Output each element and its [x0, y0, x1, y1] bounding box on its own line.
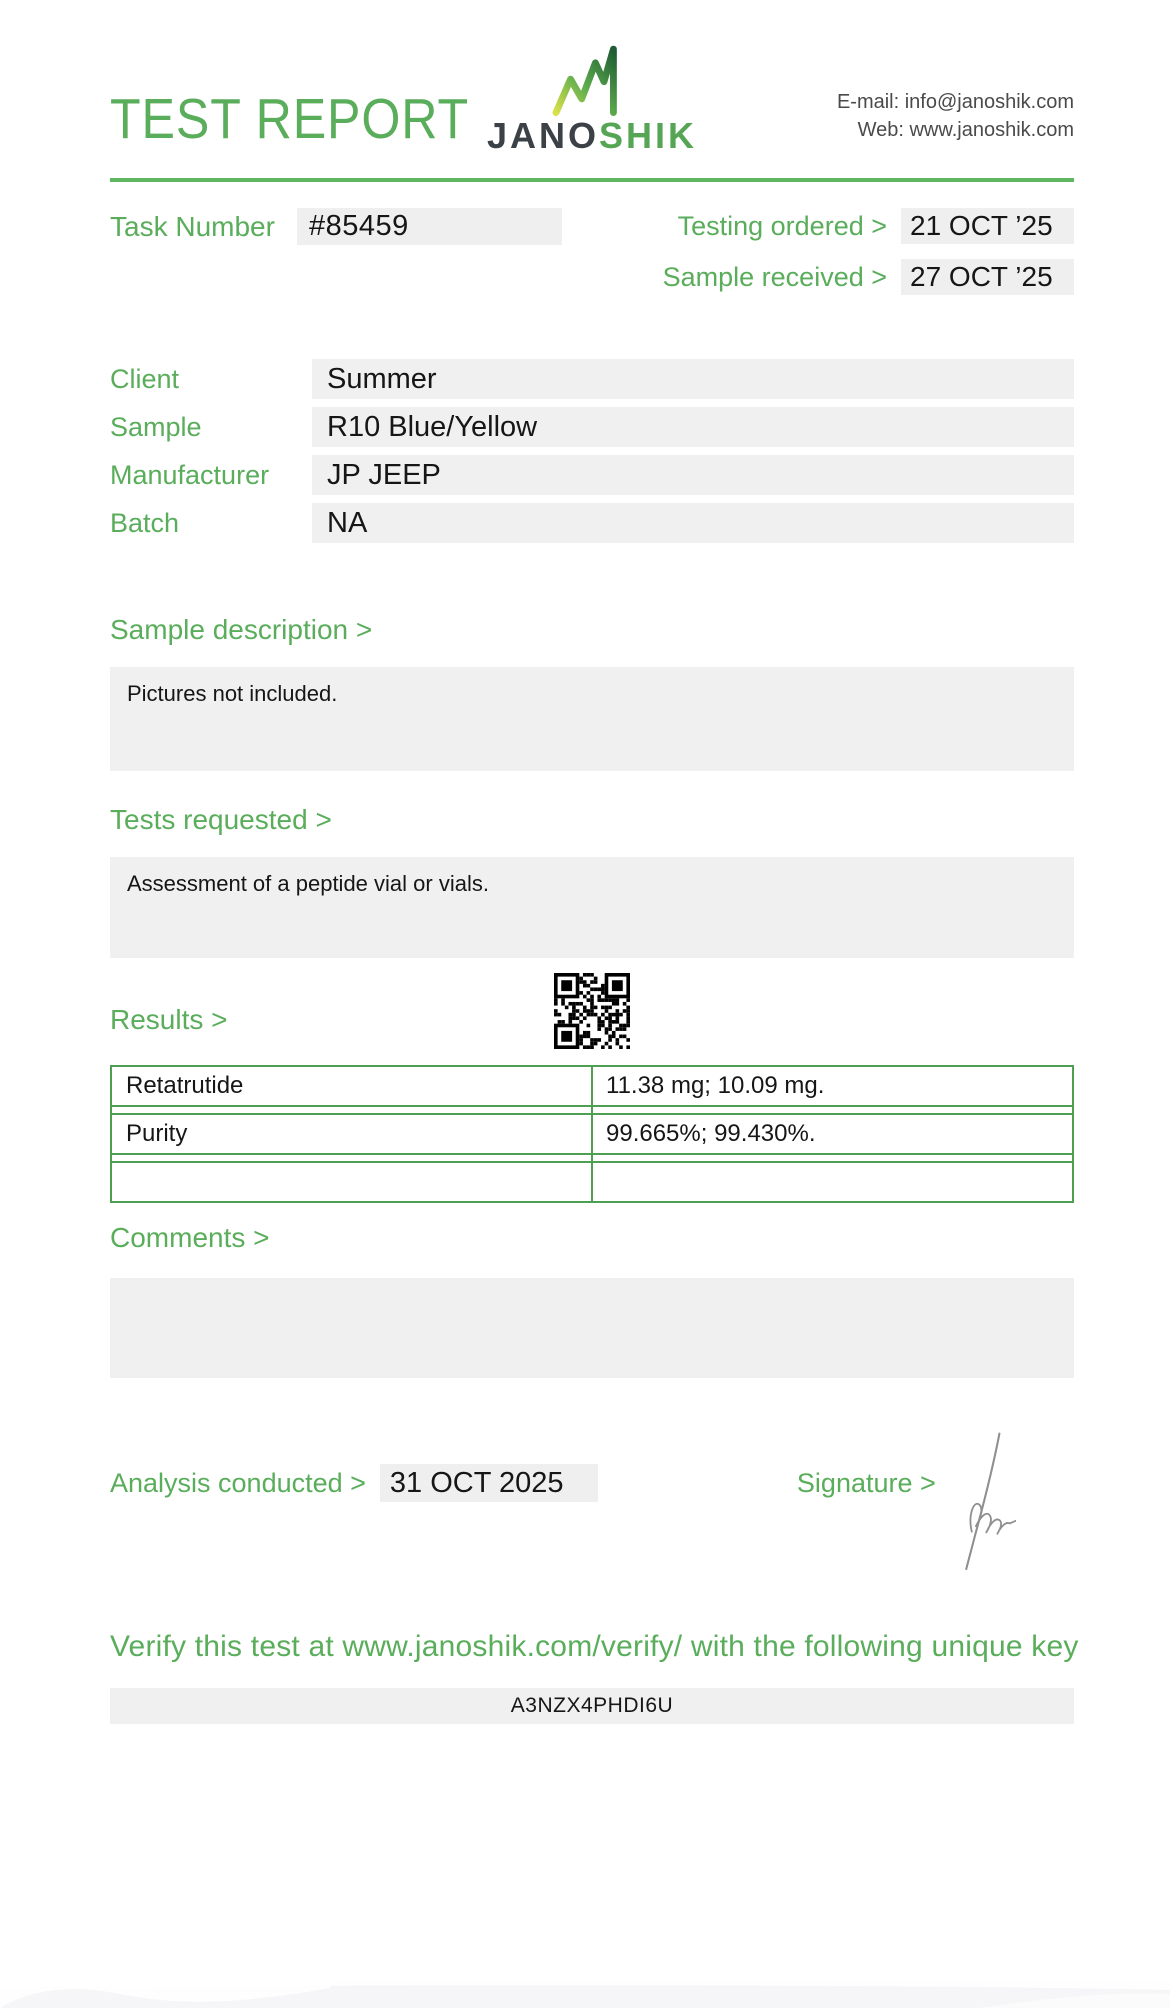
report-header	[110, 0, 1074, 156]
sample-label: Sample	[110, 411, 202, 442]
result-value: 99.665%; 99.430%.	[606, 1120, 816, 1147]
logo-wordmark	[486, 115, 698, 156]
header-divider	[110, 178, 1074, 182]
result-name: Purity	[126, 1120, 188, 1147]
tests-requested-heading: Tests requested >	[110, 804, 332, 835]
sample-description-heading: Sample description >	[110, 614, 373, 645]
testing-ordered-row	[678, 208, 1074, 244]
comments-box	[110, 1278, 1074, 1378]
results-heading: Results >	[110, 1004, 228, 1035]
unique-key: A3NZX4PHDI6U	[110, 1688, 1074, 1724]
task-number-label: Task Number	[110, 210, 275, 242]
janoshik-logo	[487, 44, 697, 154]
page-title: TEST REPORT	[110, 87, 470, 151]
tests-requested-box: Assessment of a peptide vial or vials.	[110, 857, 1074, 958]
analysis-conducted-row	[110, 1464, 1074, 1502]
task-number-value: #85459	[297, 208, 562, 245]
dates-block	[663, 208, 1074, 295]
batch-label: Batch	[110, 507, 180, 538]
analysis-date: 31 OCT 2025	[380, 1464, 598, 1502]
testing-ordered-label: Testing ordered >	[677, 210, 887, 241]
meta-section	[110, 208, 1074, 295]
manufacturer-value: JP JEEP	[312, 455, 1074, 495]
sample-received-date: 27 OCT ’25	[901, 259, 1074, 295]
detail-row-manufacturer	[110, 455, 1074, 495]
results-table-column-divider	[591, 1065, 593, 1203]
testing-ordered-date: 21 OCT ’25	[901, 208, 1074, 244]
growth-chart-icon	[546, 44, 638, 116]
contact-email: E-mail: info@janoshik.com	[836, 91, 1074, 113]
detail-row-batch	[110, 503, 1074, 543]
sample-value: R10 Blue/Yellow	[312, 407, 1074, 447]
sample-details	[110, 359, 1074, 543]
comments-heading: Comments >	[110, 1222, 270, 1253]
sample-received-label: Sample received >	[662, 261, 887, 292]
task-number-row	[110, 208, 562, 245]
result-name	[112, 1163, 592, 1201]
client-label: Client	[110, 363, 180, 394]
report-content	[110, 0, 1079, 1724]
logo-text-shik: SHIK	[599, 115, 698, 156]
results-table	[110, 1065, 1074, 1203]
results-section	[110, 958, 1074, 1203]
manufacturer-label: Manufacturer	[110, 459, 270, 490]
signature-label: Signature >	[796, 1467, 936, 1498]
footer-wave-band	[0, 1982, 1170, 2008]
batch-value: NA	[312, 503, 1074, 543]
detail-row-sample	[110, 407, 1074, 447]
detail-row-client	[110, 359, 1074, 399]
contact-info	[837, 88, 1074, 152]
contact-web: Web: www.janoshik.com	[857, 119, 1074, 141]
sample-received-row	[663, 259, 1074, 295]
result-name: Retatrutide	[126, 1072, 244, 1099]
result-value: 11.38 mg; 10.09 mg.	[606, 1072, 825, 1099]
client-value: Summer	[312, 359, 1074, 399]
analysis-conducted-label: Analysis conducted >	[110, 1467, 366, 1498]
qr-code	[552, 973, 632, 1049]
logo-text-jano: JANO	[486, 115, 600, 156]
verify-instruction: Verify this test at www.janoshik.com/verify/ with the following unique key	[110, 1630, 1079, 1663]
result-value	[592, 1163, 1072, 1201]
signature-image	[940, 1402, 1016, 1602]
sample-description-box: Pictures not included.	[110, 667, 1074, 771]
